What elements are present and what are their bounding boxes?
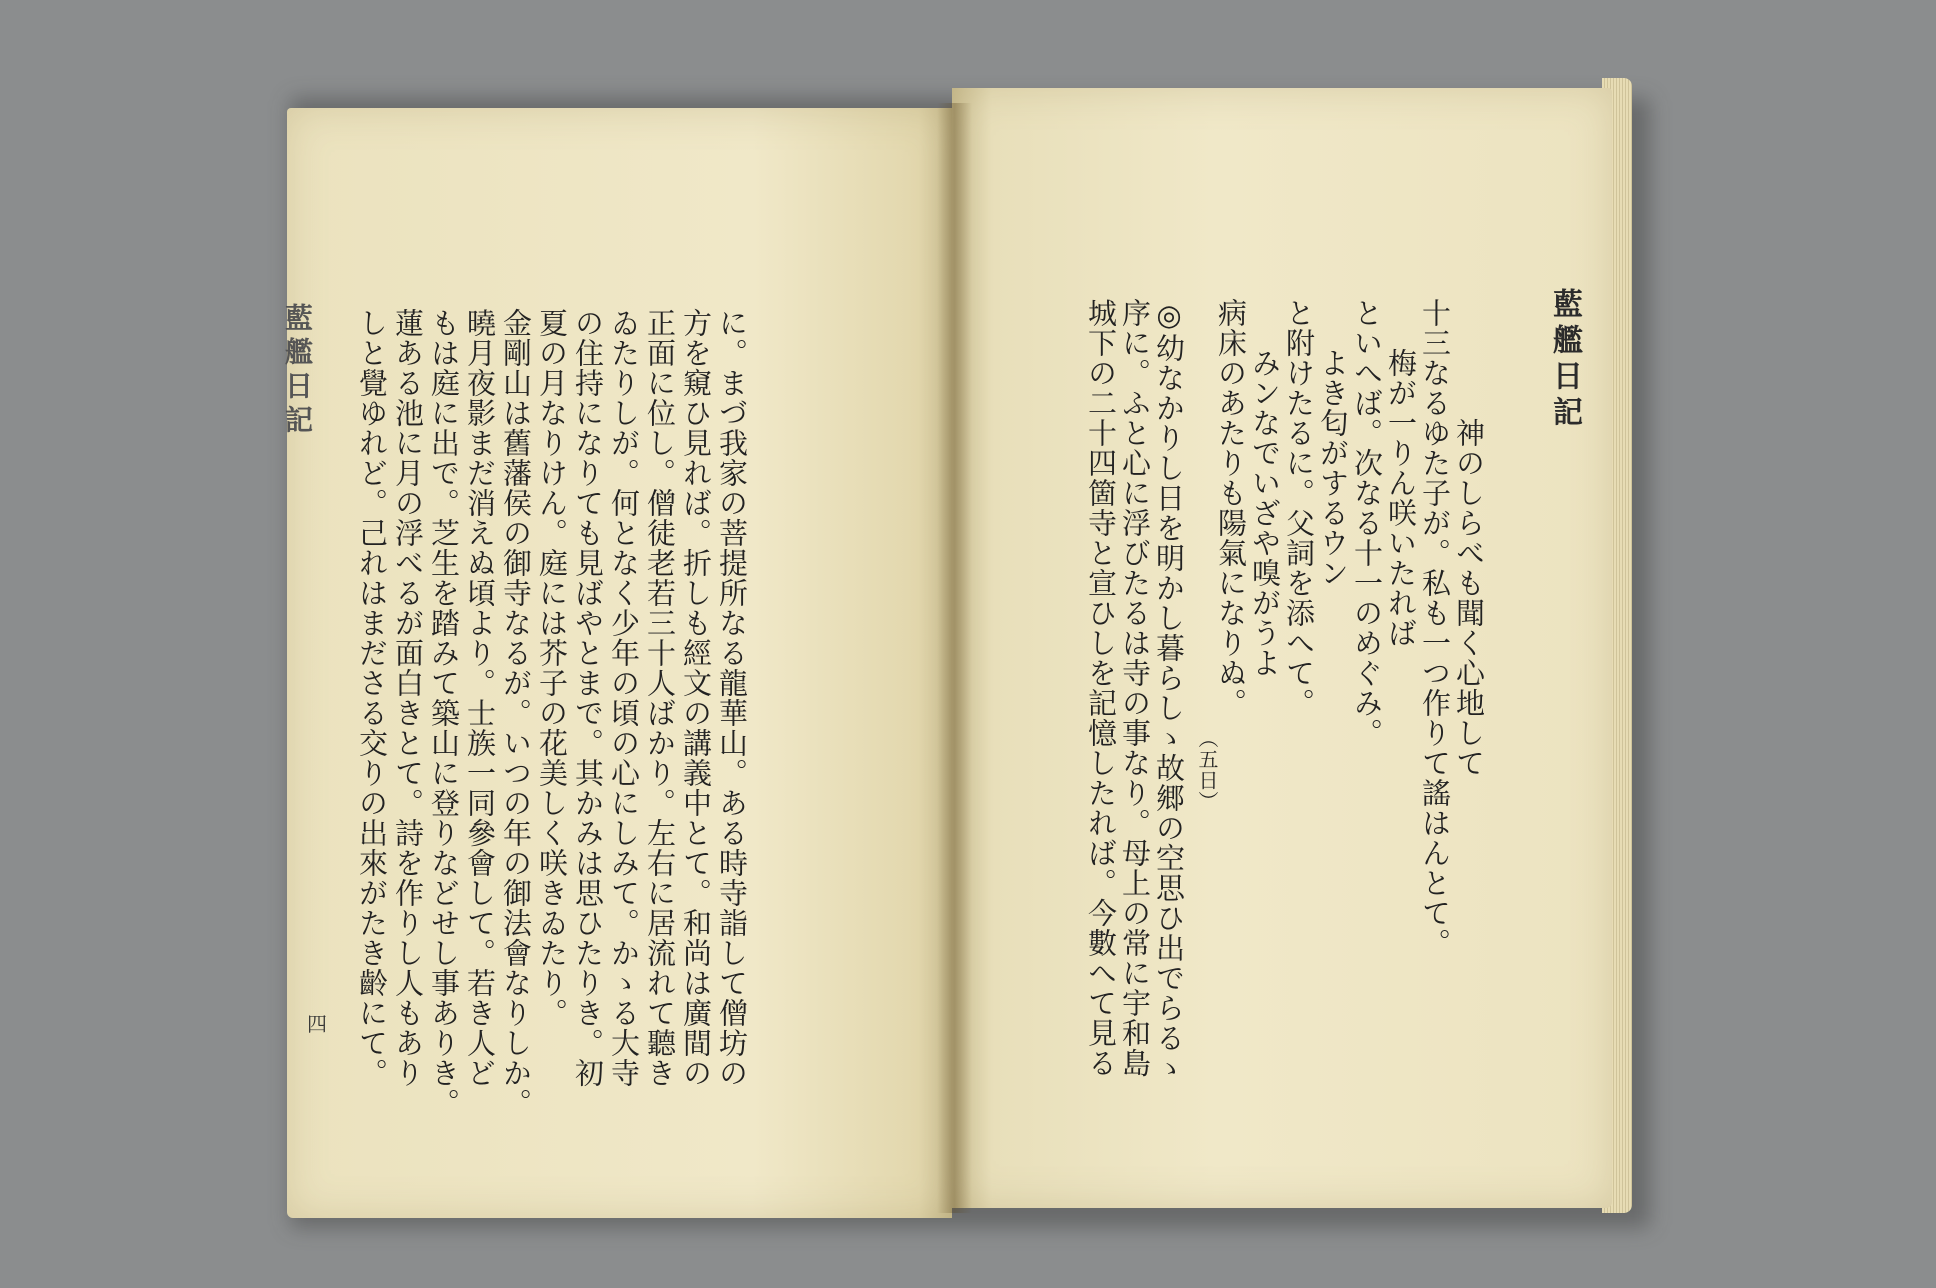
left-column-2: 方を窺ひ見れば。折しも經文の講義中とて。和尚は廣間の: [679, 308, 713, 1088]
date-note: （五日）: [1195, 728, 1219, 812]
left-column-3: 正面に位し。僧徒老若三十人ばかり。左右に居流れて聽き: [643, 308, 677, 1088]
right-running-head: 藍艦日記: [1547, 288, 1582, 432]
left-column-5: の住持になりても見ばやとまで。其かみは思ひたりき。初: [571, 308, 605, 1088]
left-column-7: 金剛山は舊藩侯の御寺なるが。いつの年の御法會なりしか。: [499, 308, 533, 1118]
right-column-7: みンなでいざや嗅がうよ: [1248, 348, 1282, 678]
right-column-5: よき匂がするウン: [1316, 348, 1350, 588]
right-column-2: 十三なるゆた子が。私も一つ作りて謠はんとて。: [1418, 298, 1452, 958]
left-page-number: 四: [307, 1012, 327, 1036]
left-column-4: ゐたりしが。何となく少年の頃の心にしみて。かゝる大寺: [607, 308, 641, 1088]
right-column-3: 梅が一りん咲いたれば: [1384, 348, 1418, 648]
right-column-4: といへば。次なる十一のめぐみ。: [1350, 298, 1384, 748]
open-book: [282, 78, 1652, 1223]
left-column-1: に。まづ我家の菩提所なる龍華山。ある時寺詣して僧坊の: [715, 308, 749, 1088]
right-column-9: ◎幼なかりし日を明かし暮らしゝ故郷の空思ひ出でらるゝ: [1152, 298, 1186, 1083]
left-column-9: もは庭に出で。芝生を踏みて築山に登りなどせし事ありき。: [427, 308, 461, 1118]
right-page: [952, 88, 1612, 1208]
right-column-10: 序に。ふと心に浮びたるは寺の事なり。母上の常に宇和島: [1118, 298, 1152, 1078]
left-column-6: 夏の月なりけん。庭には芥子の花美しく咲きゐたり。: [535, 308, 569, 1028]
right-column-11: 城下の二十四箇寺と宣ひしを記憶したれば。今數へて見る: [1084, 298, 1118, 1078]
right-column-8: 病床のあたりも陽氣になりぬ。: [1214, 298, 1248, 718]
left-page: [281, 108, 952, 1218]
right-column-1: 神のしらべも聞く心地して: [1452, 418, 1486, 778]
left-column-8: 曉月夜影まだ消えぬ頃より。士族一同參會して。若き人ど: [463, 308, 497, 1088]
left-column-10: 蓮ある池に月の浮べるが面白きとて。詩を作りし人もあり: [391, 308, 425, 1088]
left-running-head: 藍艦日記: [281, 303, 314, 439]
right-column-6: と附けたるに。父詞を添へて。: [1282, 298, 1316, 718]
book-gutter: [937, 103, 972, 1213]
left-column-11: しと覺ゆれど。己れはまださる交りの出來がたき齡にて。: [355, 308, 389, 1088]
